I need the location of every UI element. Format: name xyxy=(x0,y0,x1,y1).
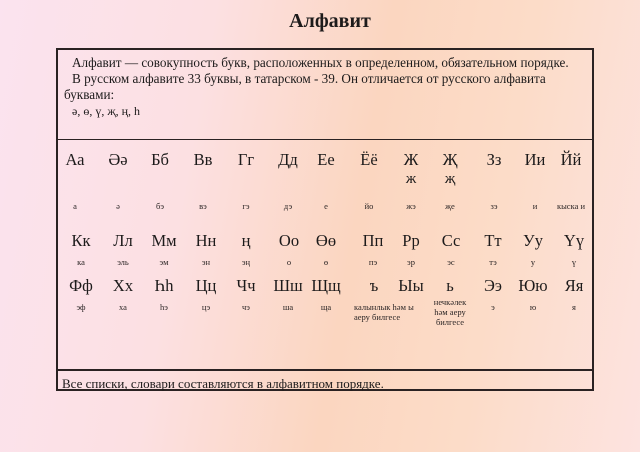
letter-name: ә xyxy=(116,201,120,211)
letter-name: эль xyxy=(117,257,129,267)
alphabet-info-box xyxy=(56,48,594,391)
letter-lowercase: җ xyxy=(444,171,456,187)
footer-note: Все списки, словари составляются в алфавитном порядке. xyxy=(62,376,384,391)
letter-name: жэ xyxy=(406,201,416,211)
letter-name: ы xyxy=(408,302,414,312)
letter: Үү xyxy=(563,231,585,250)
letter-name: эс xyxy=(447,257,455,267)
letter-name: о xyxy=(286,257,292,267)
letter-name: һэ xyxy=(160,302,168,312)
letter: Тт xyxy=(484,231,502,250)
page-title: Алфавит xyxy=(289,10,371,32)
intro-section xyxy=(58,50,592,140)
letter-name: эф xyxy=(76,302,86,312)
letter-name: калынлык һәм аеру билгесе xyxy=(354,302,406,322)
intro-paragraph-count: В русском алфавите 33 буквы, в татарском - 39. Он отличается от русского алфавита буквами: xyxy=(64,71,546,102)
letter-lowercase: ж xyxy=(405,171,417,187)
letter: Оо xyxy=(278,231,300,250)
letter: Гг xyxy=(237,150,255,169)
letter: Шш xyxy=(273,276,303,295)
alphabet-table xyxy=(58,139,592,371)
letter: Лл xyxy=(113,231,133,250)
letter: Ии xyxy=(524,150,546,169)
letter: Аа xyxy=(65,150,85,169)
letter: Бб xyxy=(151,150,169,169)
letter-name: ө xyxy=(323,257,329,267)
intro-paragraph-definition: Алфавит — совокупность букв, расположенных в определенном, обязательном порядке. xyxy=(72,55,569,70)
letter-name: е xyxy=(324,201,328,211)
letter: Йй xyxy=(560,150,582,169)
letter-name: ща xyxy=(320,302,332,312)
letter: Сс xyxy=(441,231,461,250)
letter: Фф xyxy=(69,276,93,295)
letter-name: эн xyxy=(201,257,211,267)
letter: Әә xyxy=(108,150,128,169)
letter: ь xyxy=(446,276,454,295)
letter: Цц xyxy=(195,276,217,295)
letter: Ж xyxy=(403,150,419,169)
letter-name: эм xyxy=(159,257,169,267)
letter: Зз xyxy=(486,150,502,169)
letter-name: у xyxy=(530,257,536,267)
letter-name: зэ xyxy=(490,201,498,211)
letter: Ээ xyxy=(484,276,502,295)
letter-name: йо xyxy=(364,201,374,211)
letter: ъ xyxy=(369,276,379,295)
letter-name: бэ xyxy=(156,201,164,211)
letter-name: цэ xyxy=(201,302,211,312)
letter: ң xyxy=(241,231,251,250)
letter: Рр xyxy=(402,231,420,250)
letter: Чч xyxy=(236,276,256,295)
letter-name: гэ xyxy=(242,201,250,211)
letter: Вв xyxy=(193,150,213,169)
letter-name: и xyxy=(532,201,538,211)
letter: Ыы xyxy=(398,276,424,295)
letter-name: ша xyxy=(282,302,294,312)
letter-name: нечкәлек һәм аеру билгесе xyxy=(433,297,467,327)
letter: Һһ xyxy=(154,276,174,295)
letter-name: э xyxy=(491,302,495,312)
letter-name: кыска и xyxy=(556,201,586,211)
letter: Хх xyxy=(112,276,134,295)
letter: Җ xyxy=(442,150,458,169)
letter-name: ү xyxy=(571,257,577,267)
letter: Ёё xyxy=(360,150,378,169)
letter: Дд xyxy=(278,150,298,169)
letter: Щщ xyxy=(311,276,341,295)
letter: Кк xyxy=(71,231,91,250)
letter-name: тэ xyxy=(489,257,497,267)
letter: Мм xyxy=(151,231,177,250)
letter-name: пэ xyxy=(368,257,378,267)
letter-name: эр xyxy=(407,257,415,267)
letter-name: ха xyxy=(119,302,127,312)
letter-name: а xyxy=(73,201,77,211)
letter-name: ю xyxy=(529,302,537,312)
letter-name: я xyxy=(572,302,576,312)
letter-name: чэ xyxy=(242,302,250,312)
letter-name: дэ xyxy=(283,201,293,211)
special-letters: ә, ө, ү, җ, ң, һ xyxy=(72,104,141,118)
letter: Яя xyxy=(564,276,584,295)
letter-name: эң xyxy=(241,257,251,267)
letter: Нн xyxy=(195,231,217,250)
letter-name: вэ xyxy=(199,201,207,211)
letter: Ее xyxy=(317,150,335,169)
letter: Өө xyxy=(315,231,337,250)
letter-name: ка xyxy=(77,257,85,267)
letter-name: җе xyxy=(445,201,455,211)
letter: Юю xyxy=(518,276,548,295)
letter: Уу xyxy=(523,231,543,250)
letter: Пп xyxy=(362,231,384,250)
